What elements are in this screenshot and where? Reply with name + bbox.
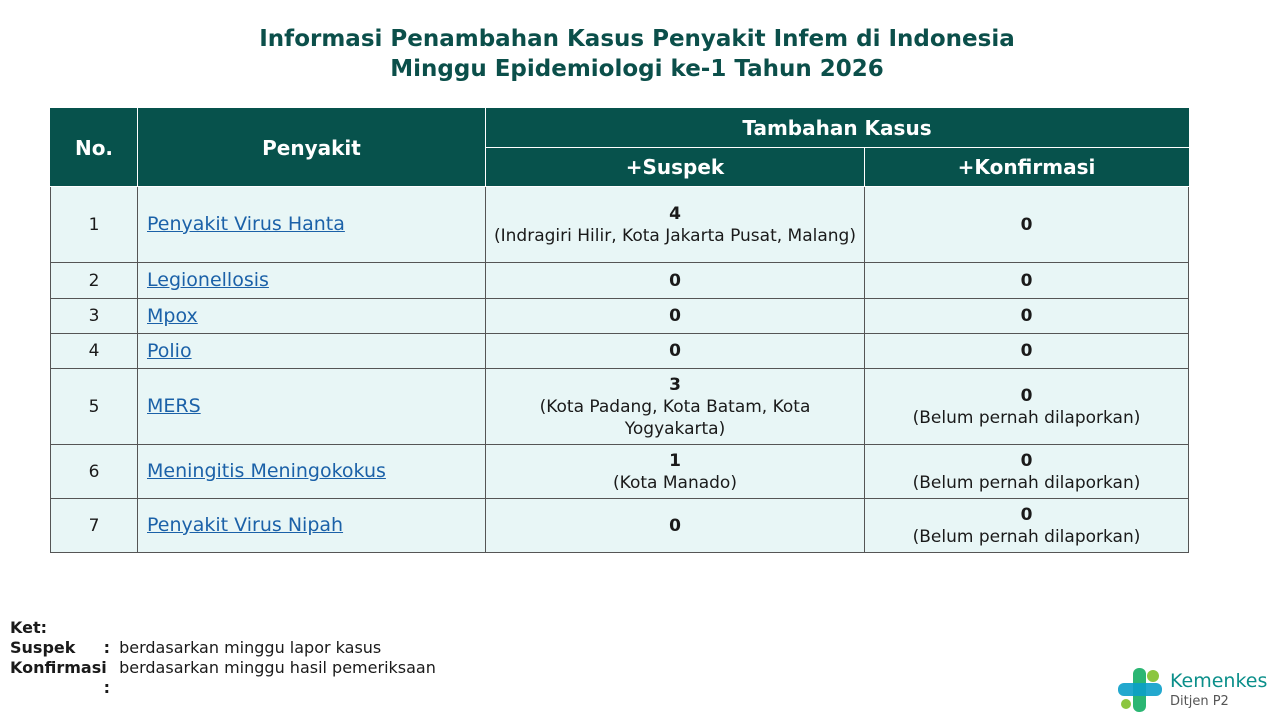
konfirmasi-value: 0	[1020, 306, 1033, 326]
ket-suspek-label: Suspek :	[10, 638, 110, 657]
table-row	[51, 369, 1189, 445]
disease-cell	[138, 334, 486, 369]
suspek-value: 0	[669, 270, 681, 291]
disease-cell	[138, 187, 486, 263]
table-row	[51, 299, 1189, 334]
table-row	[51, 263, 1189, 299]
suspek-note: (Kota Manado)	[613, 472, 737, 493]
table-row	[51, 499, 1189, 553]
kemenkes-logo-icon	[1116, 666, 1164, 714]
suspek-value: 0	[669, 341, 681, 361]
header-tambahan-kasus: Tambahan Kasus	[486, 109, 1189, 148]
table-body	[51, 187, 1189, 553]
page-title	[0, 24, 1274, 84]
konfirmasi-value: 0	[1020, 504, 1033, 525]
legend-notes	[10, 618, 436, 698]
konfirmasi-note: (Belum pernah dilaporkan)	[912, 472, 1141, 493]
suspek-cell	[486, 187, 865, 263]
row-number: 7	[51, 499, 138, 553]
ket-heading: Ket:	[10, 618, 48, 637]
suspek-cell	[486, 334, 865, 369]
konfirmasi-value: 0	[1020, 270, 1033, 291]
suspek-cell	[486, 263, 865, 299]
konfirmasi-cell	[865, 445, 1189, 499]
row-number: 2	[51, 263, 138, 299]
suspek-cell	[486, 499, 865, 553]
disease-cell	[138, 263, 486, 299]
suspek-cell	[486, 299, 865, 334]
disease-link[interactable]: Polio	[147, 339, 192, 362]
table-row	[51, 334, 1189, 369]
suspek-value: 1	[669, 450, 681, 471]
title-line-1: Informasi Penambahan Kasus Penyakit Infem di Indonesia	[259, 26, 1015, 52]
disease-link[interactable]: Legionellosis	[147, 269, 269, 291]
disease-link[interactable]: MERS	[147, 395, 201, 417]
disease-cell	[138, 369, 486, 445]
logo-name: Kemenkes	[1170, 670, 1268, 692]
konfirmasi-cell	[865, 187, 1189, 263]
disease-link[interactable]: Meningitis Meningokokus	[147, 460, 386, 482]
header-suspek: +Suspek	[486, 148, 865, 187]
disease-cell	[138, 445, 486, 499]
header-no: No.	[51, 109, 138, 187]
konfirmasi-cell	[865, 263, 1189, 299]
suspek-value: 0	[669, 306, 681, 326]
ket-konfirmasi-label: Konfirmasi :	[10, 658, 110, 697]
disease-link[interactable]: Mpox	[147, 304, 198, 327]
disease-link[interactable]: Penyakit Virus Hanta	[147, 213, 345, 235]
table-row	[51, 445, 1189, 499]
cases-table	[50, 108, 1189, 553]
suspek-cell	[486, 369, 865, 445]
row-number: 5	[51, 369, 138, 445]
disease-cell	[138, 299, 486, 334]
suspek-value: 3	[669, 374, 681, 395]
konfirmasi-note: (Belum pernah dilaporkan)	[912, 526, 1141, 547]
ket-konfirmasi-text: berdasarkan minggu hasil pemeriksaan	[119, 658, 436, 677]
konfirmasi-cell	[865, 334, 1189, 369]
row-number: 4	[51, 334, 138, 369]
suspek-note: (Indragiri Hilir, Kota Jakarta Pusat, Malang)	[494, 225, 856, 246]
suspek-value: 4	[669, 203, 681, 224]
konfirmasi-cell	[865, 369, 1189, 445]
konfirmasi-value: 0	[1020, 341, 1033, 361]
konfirmasi-value: 0	[1020, 214, 1033, 235]
row-number: 1	[51, 187, 138, 263]
header-konfirmasi: +Konfirmasi	[865, 148, 1189, 187]
logo-sub: Ditjen P2	[1170, 694, 1229, 709]
konfirmasi-cell	[865, 299, 1189, 334]
kemenkes-logo	[1116, 666, 1276, 714]
suspek-value: 0	[669, 515, 681, 536]
disease-cell	[138, 499, 486, 553]
table-row	[51, 187, 1189, 263]
konfirmasi-value: 0	[1020, 385, 1033, 406]
row-number: 3	[51, 299, 138, 334]
header-penyakit: Penyakit	[138, 109, 486, 187]
konfirmasi-note: (Belum pernah dilaporkan)	[912, 407, 1141, 428]
suspek-cell	[486, 445, 865, 499]
konfirmasi-value: 0	[1020, 450, 1033, 471]
konfirmasi-cell	[865, 499, 1189, 553]
suspek-note: (Kota Padang, Kota Batam, Kota Yogyakarta)	[539, 396, 811, 439]
title-line-2: Minggu Epidemiologi ke-1 Tahun 2026	[390, 56, 884, 82]
disease-link[interactable]: Penyakit Virus Nipah	[147, 514, 344, 536]
row-number: 6	[51, 445, 138, 499]
ket-suspek-text: berdasarkan minggu lapor kasus	[119, 638, 382, 657]
